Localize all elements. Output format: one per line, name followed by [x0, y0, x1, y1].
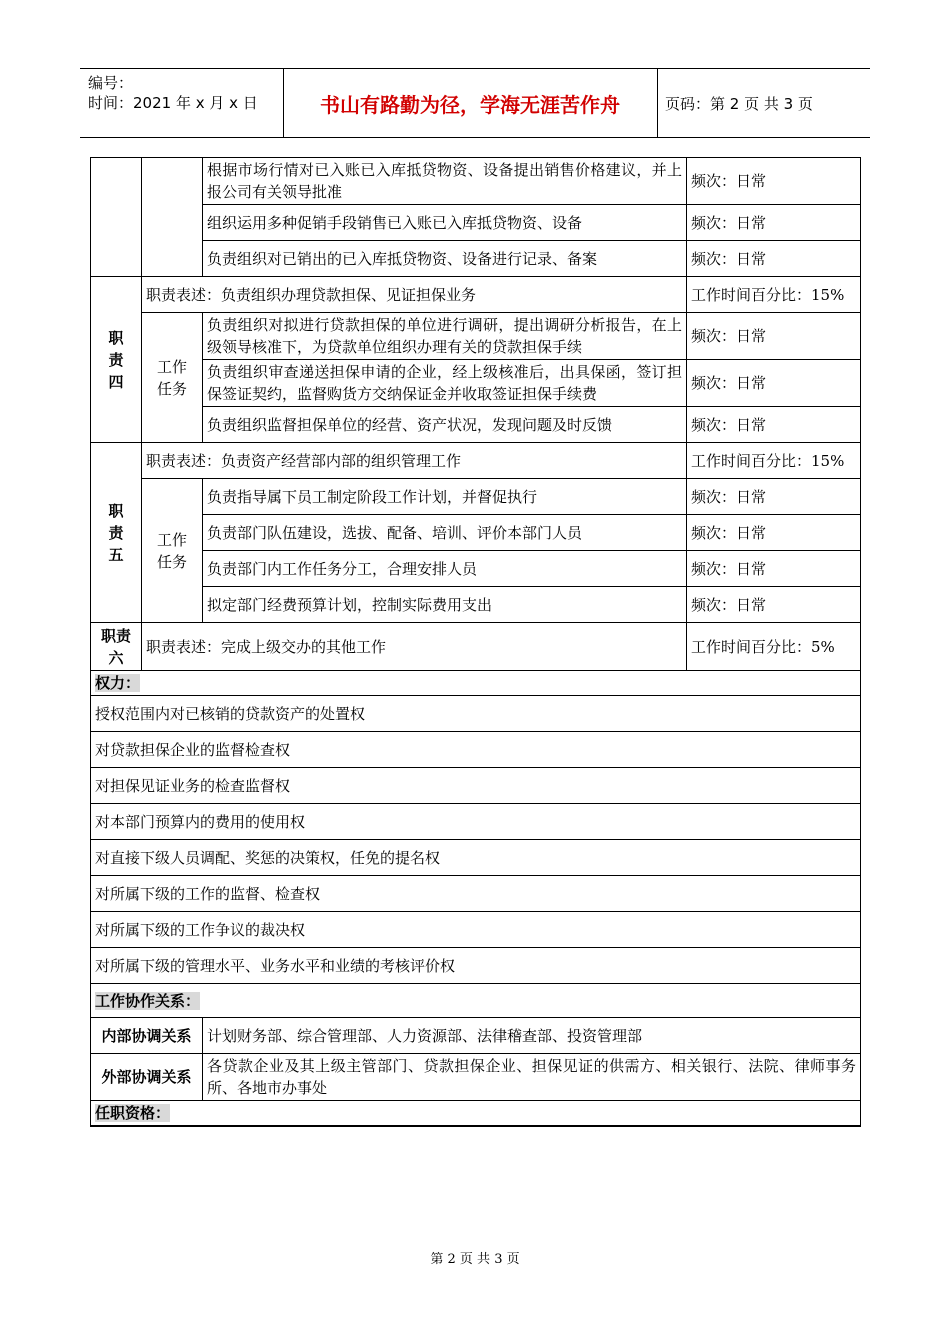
duty-percent: 工作时间百分比：5%: [687, 623, 861, 671]
power-item: 对所属下级的工作争议的裁决权: [91, 912, 861, 948]
table-row: [91, 515, 861, 551]
header-meta: [88, 73, 258, 113]
table-row: [91, 623, 861, 671]
task-text: 负责组织对已销出的已入库抵贷物资、设备进行记录、备案: [203, 241, 687, 277]
power-item: 对担保见证业务的检查监督权: [91, 768, 861, 804]
task-frequency: 频次：日常: [687, 587, 861, 623]
list-item: [91, 876, 861, 912]
external-relations-value: 各贷款企业及其上级主管部门、贷款担保企业、担保见证的供需方、相关银行、法院、律师事务所、各地市办事处: [203, 1054, 861, 1101]
task-text: 拟定部门经费预算计划，控制实际费用支出: [203, 587, 687, 623]
page-footer: 第 2 页 共 3 页: [430, 1252, 520, 1267]
list-item: [91, 840, 861, 876]
task-frequency: 频次：日常: [687, 479, 861, 515]
power-item: 对直接下级人员调配、奖惩的决策权，任免的提名权: [91, 840, 861, 876]
table-row: [91, 407, 861, 443]
task-text: 负责组织对拟进行贷款担保的单位进行调研，提出调研分析报告，在上级领导核准下，为贷款单位组织办理有关的贷款担保手续: [203, 313, 687, 360]
list-item: [91, 948, 861, 984]
power-item: 对所属下级的管理水平、业务水平和业绩的考核评价权: [91, 948, 861, 984]
section-title-qualification: 任职资格：: [91, 1101, 861, 1127]
header-divider: [657, 69, 658, 137]
task-text: 负责指导属下员工制定阶段工作计划，并督促执行: [203, 479, 687, 515]
power-item: 授权范围内对已核销的贷款资产的处置权: [91, 696, 861, 732]
duty-percent: 工作时间百分比：15%: [687, 277, 861, 313]
duty-percent: 工作时间百分比：15%: [687, 443, 861, 479]
list-item: [91, 732, 861, 768]
task-frequency: 频次：日常: [687, 360, 861, 407]
section-title-powers: 权力：: [91, 671, 861, 696]
table-row: [91, 158, 861, 205]
duty-description: 职责表述：负责组织办理贷款担保、见证担保业务: [142, 277, 687, 313]
task-group-label: 工作任务: [142, 313, 203, 443]
task-text: 根据市场行情对已入账已入库抵贷物资、设备提出销售价格建议，并上报公司有关领导批准: [203, 158, 687, 205]
duty-label-cell: [91, 158, 142, 277]
task-label-cell: [142, 158, 203, 277]
internal-relations-label: 内部协调关系: [91, 1018, 203, 1054]
task-frequency: 频次：日常: [687, 313, 861, 360]
power-item: 对本部门预算内的费用的使用权: [91, 804, 861, 840]
table-row: [91, 313, 861, 360]
task-frequency: 频次：日常: [687, 407, 861, 443]
task-text: 负责部门队伍建设，选拔、配备、培训、评价本部门人员: [203, 515, 687, 551]
task-text: 负责组织审查递送担保申请的企业，经上级核准后，出具保函，签订担保签证契约，监督购货方交纳保证金并收取签证担保手续费: [203, 360, 687, 407]
task-text: 负责组织监督担保单位的经营、资产状况，发现问题及时反馈: [203, 407, 687, 443]
task-text: 组织运用多种促销手段销售已入账已入库抵贷物资、设备: [203, 205, 687, 241]
list-item: [91, 804, 861, 840]
table-row: [91, 205, 861, 241]
table-row: [91, 443, 861, 479]
duty-label: 职责四: [91, 277, 142, 443]
duty-label: 职责六: [91, 623, 142, 671]
duty-label: 职责五: [91, 443, 142, 623]
task-frequency: 频次：日常: [687, 241, 861, 277]
task-frequency: 频次：日常: [687, 515, 861, 551]
task-text: 负责部门内工作任务分工，合理安排人员: [203, 551, 687, 587]
duty-description: 职责表述：负责资产经营部内部的组织管理工作: [142, 443, 687, 479]
task-group-label: 工作任务: [142, 479, 203, 623]
external-relations-label: 外部协调关系: [91, 1054, 203, 1101]
table-row: [91, 551, 861, 587]
duty-description: 职责表述：完成上级交办的其他工作: [142, 623, 687, 671]
table-row: [91, 360, 861, 407]
table-row: [91, 587, 861, 623]
power-item: 对贷款担保企业的监督检查权: [91, 732, 861, 768]
task-frequency: 频次：日常: [687, 158, 861, 205]
job-description-table: [90, 157, 861, 1127]
task-frequency: 频次：日常: [687, 205, 861, 241]
list-item: [91, 696, 861, 732]
table-row: [91, 1101, 861, 1127]
internal-relations-value: 计划财务部、综合管理部、人力资源部、法律稽查部、投资管理部: [203, 1018, 861, 1054]
table-row: [91, 1054, 861, 1101]
table-row: [91, 277, 861, 313]
header-page-number: 页码：第 2 页 共 3 页: [665, 94, 813, 113]
power-item: 对所属下级的工作的监督、检查权: [91, 876, 861, 912]
section-title-relations: 工作协作关系：: [91, 984, 861, 1018]
table-row: [91, 984, 861, 1018]
document-date: 时间：2021 年 x 月 x 日: [88, 94, 258, 112]
table-row: [91, 241, 861, 277]
document-number-label: 编号：: [88, 74, 134, 92]
list-item: [91, 912, 861, 948]
header-motto: 书山有路勤为径，学海无涯苦作舟: [320, 92, 620, 117]
page-header: [80, 68, 870, 138]
task-frequency: 频次：日常: [687, 551, 861, 587]
list-item: [91, 768, 861, 804]
table-row: [91, 1018, 861, 1054]
table-row: [91, 479, 861, 515]
table-row: [91, 671, 861, 696]
